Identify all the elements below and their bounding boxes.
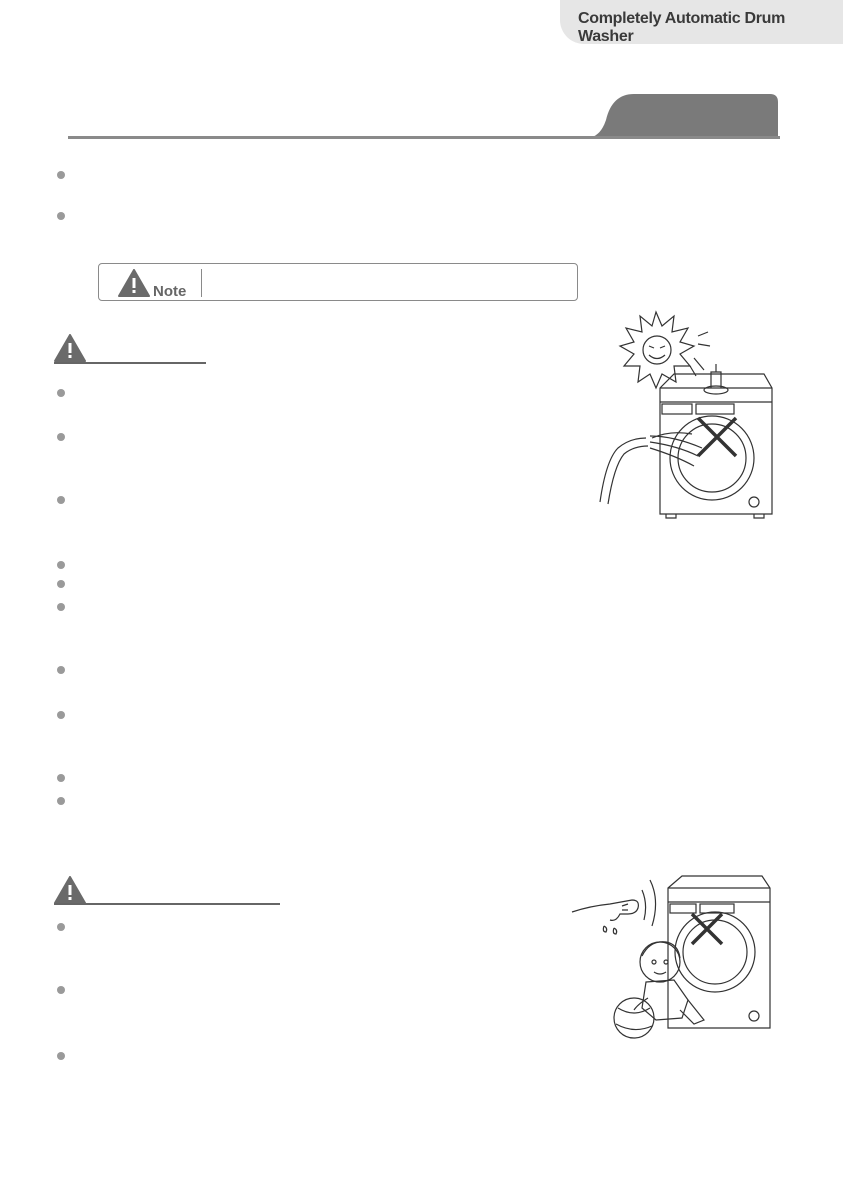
warning-triangle-icon	[54, 334, 86, 362]
bullet	[57, 1052, 65, 1060]
bullet	[57, 666, 65, 674]
warning-triangle-icon	[118, 269, 150, 297]
bullet	[57, 561, 65, 569]
bullet	[57, 496, 65, 504]
section-rule	[68, 136, 780, 139]
bullet	[57, 774, 65, 782]
washer-child-prohibited-illustration	[570, 870, 776, 1042]
section-tab	[586, 90, 782, 142]
bullet	[57, 986, 65, 994]
washer-sun-water-prohibited-illustration	[594, 310, 784, 530]
bullet	[57, 711, 65, 719]
bullet	[57, 171, 65, 179]
bullet	[57, 389, 65, 397]
bullet	[57, 923, 65, 931]
note-divider	[201, 269, 202, 297]
header-title: Completely Automatic Drum Washer	[578, 10, 786, 45]
bullet	[57, 797, 65, 805]
bullet	[57, 433, 65, 441]
note-label: Note	[153, 283, 187, 300]
warning-triangle-icon	[54, 876, 86, 904]
bullet	[57, 212, 65, 220]
warning-heading-rule	[54, 362, 206, 364]
warning-heading-rule	[54, 903, 280, 905]
bullet	[57, 580, 65, 588]
bullet	[57, 603, 65, 611]
